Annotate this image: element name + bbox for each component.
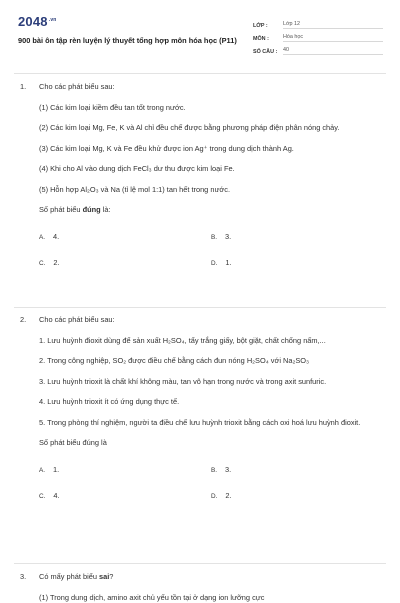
- question-body: [39, 572, 369, 603]
- option-letter: D.: [211, 493, 217, 500]
- ask-suffix: là:: [101, 205, 111, 214]
- meta-count-row: [253, 42, 383, 55]
- logo-text: 2048: [18, 14, 48, 29]
- ask-prefix: Số phát biểu: [39, 205, 83, 214]
- question-prompt: Cho các phát biểu sau:: [39, 82, 369, 93]
- option-text: 2.: [53, 258, 59, 267]
- meta-count-value: 40: [283, 47, 383, 55]
- option-text: 1.: [225, 258, 231, 267]
- answer-row-1: [39, 465, 369, 475]
- statement-5: (5) Hỗn hợp Al₂O₃ và Na (tỉ lệ mol 1:1) tan hết trong nước.: [39, 185, 369, 196]
- statement-2: 2. Trong công nghiệp, SO₂ được điều chế bằng cách đun nóng H₂SO₄ với Na₂SO₃: [39, 356, 369, 367]
- meta-subject-value: Hóa học: [283, 34, 383, 42]
- statement-3: (3) Các kim loại Mg, K và Fe đều khử được ion Ag⁺ trong dung dịch thành Ag.: [39, 144, 369, 155]
- question-number: 1.: [20, 82, 26, 91]
- option-letter: B.: [211, 467, 217, 474]
- option-d[interactable]: [211, 258, 232, 270]
- option-letter: D.: [211, 260, 217, 267]
- question-divider: [14, 563, 386, 564]
- statement-2: (2) Các kim loại Mg, Fe, K và Al chỉ đều chế được bằng phương pháp điện phân nóng chảy.: [39, 123, 369, 134]
- question-ask: Số phát biểu đúng là: [39, 438, 369, 449]
- statement-4: (4) Khi cho Al vào dung dịch FeCl₃ dư thu được kim loại Fe.: [39, 164, 369, 175]
- question-divider: [14, 307, 386, 308]
- page-title: 900 bài ôn tập rèn luyện lý thuyết tổng hợp môn hóa học (P11): [18, 36, 243, 46]
- option-text: 2.: [225, 491, 231, 500]
- option-text: 3.: [225, 232, 231, 241]
- question-body: [39, 82, 369, 268]
- page-header: [0, 0, 400, 72]
- option-d[interactable]: [211, 491, 232, 503]
- ask-bold: đúng: [83, 205, 101, 214]
- question-prompt: Cho các phát biểu sau:: [39, 315, 369, 326]
- prompt-bold: sai: [99, 572, 109, 581]
- meta-info: [253, 16, 383, 55]
- question-body: [39, 315, 369, 501]
- question-number: 2.: [20, 315, 26, 324]
- statement-3: 3. Lưu huỳnh trioxit là chất khí không màu, tan vô hạn trong nước và trong axit sunfuric.: [39, 377, 369, 388]
- meta-class-value: Lớp 12: [283, 21, 383, 29]
- option-c[interactable]: [39, 491, 60, 503]
- option-text: 3.: [225, 465, 231, 474]
- meta-class-label: LỚP :: [253, 23, 283, 29]
- question-number: 3.: [20, 572, 26, 581]
- statement-1: (1) Các kim loại kiềm đều tan tốt trong nước.: [39, 103, 369, 114]
- option-c[interactable]: [39, 258, 60, 270]
- logo-suffix: .vn: [49, 17, 57, 23]
- option-letter: A.: [39, 234, 45, 241]
- header-divider: [14, 73, 386, 74]
- option-text: 1.: [53, 465, 59, 474]
- prompt-prefix: Có mấy phát biểu: [39, 572, 99, 581]
- answer-row-1: [39, 232, 369, 242]
- option-b[interactable]: [211, 465, 231, 477]
- meta-subject-label: MÔN :: [253, 36, 283, 42]
- answer-row-2: [39, 491, 369, 501]
- meta-class-row: [253, 16, 383, 29]
- prompt-suffix: ?: [109, 572, 113, 581]
- statement-5: 5. Trong phòng thí nghiệm, người ta điều chế lưu huỳnh trioxit bằng cách oxi hoá lưu huỳnh đioxit.: [39, 418, 369, 429]
- question-ask: [39, 205, 369, 216]
- option-a[interactable]: [39, 465, 59, 477]
- option-text: 4.: [53, 232, 59, 241]
- site-logo[interactable]: [18, 14, 57, 29]
- option-letter: C.: [39, 260, 45, 267]
- option-letter: B.: [211, 234, 217, 241]
- option-a[interactable]: [39, 232, 59, 244]
- option-letter: C.: [39, 493, 45, 500]
- question-prompt: [39, 572, 369, 583]
- option-letter: A.: [39, 467, 45, 474]
- meta-count-label: SỐ CÂU :: [253, 49, 283, 55]
- answer-row-2: [39, 258, 369, 268]
- statement-1: (1) Trong dung dịch, amino axit chủ yếu tồn tại ở dạng ion lưỡng cực: [39, 593, 369, 603]
- option-b[interactable]: [211, 232, 231, 244]
- statement-4: 4. Lưu huỳnh trioxit ít có ứng dụng thực tế.: [39, 397, 369, 408]
- option-text: 4.: [53, 491, 59, 500]
- meta-subject-row: [253, 29, 383, 42]
- statement-1: 1. Lưu huỳnh đioxit dùng để sản xuất H₂SO₄, tẩy trắng giấy, bột giặt, chất chống nấm,...: [39, 336, 369, 347]
